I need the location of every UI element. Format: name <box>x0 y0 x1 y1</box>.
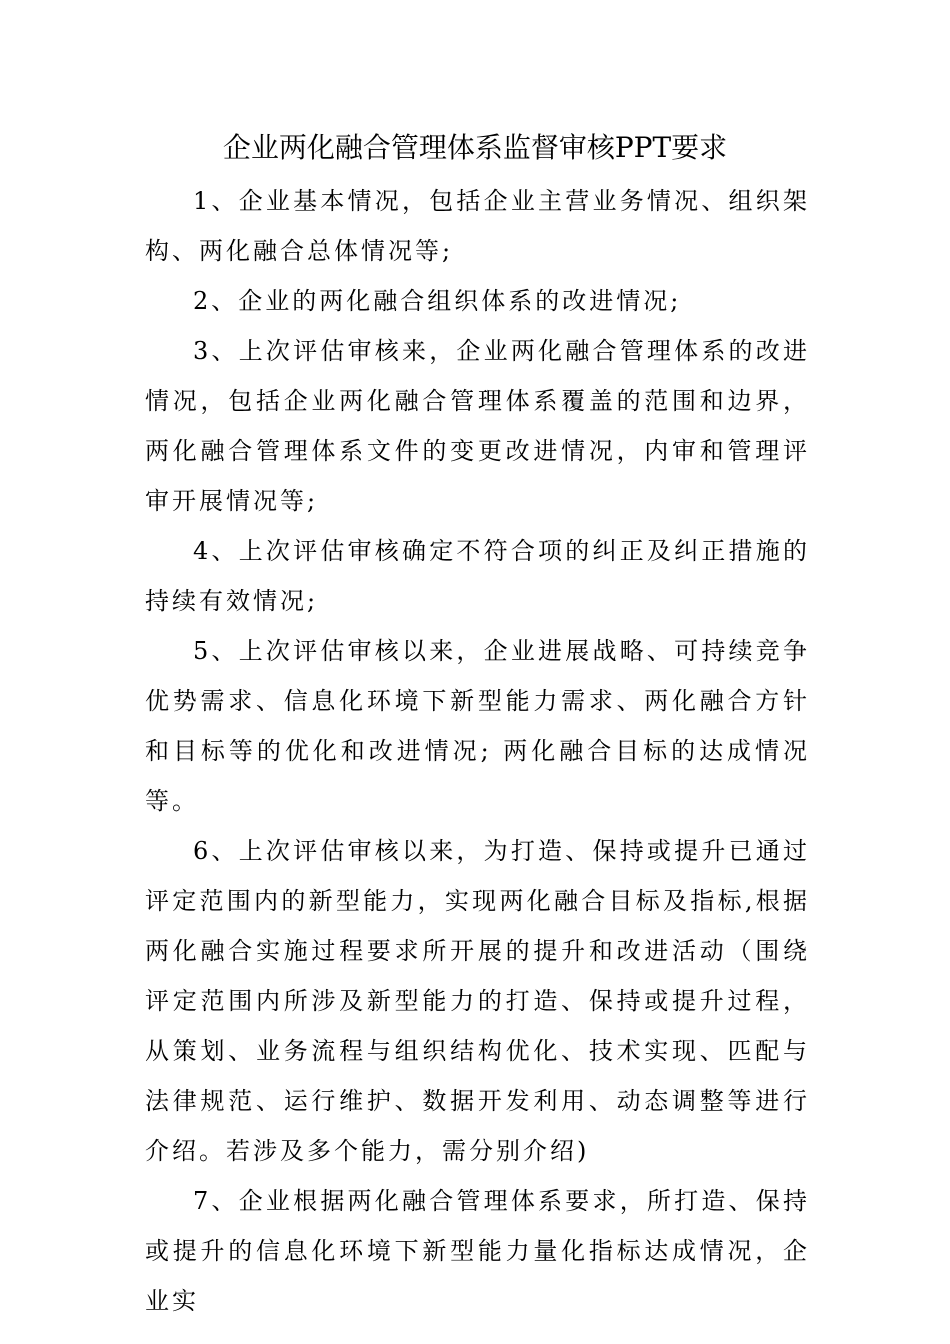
document-title: 企业两化融合管理体系监督审核PPT要求 <box>222 131 728 164</box>
paragraph-7: 7、企业根据两化融合管理体系要求，所打造、保持或提升的信息化环境下新型能力量化指标达成情况，企业实 <box>145 1187 810 1315</box>
paragraph-2: 2、企业的两化融合组织体系的改进情况; <box>193 287 682 315</box>
paragraph-4: 4、上次评估审核确定不符合项的纠正及纠正措施的持续有效情况; <box>145 537 810 615</box>
paragraph-1: 1、企业基本情况，包括企业主营业务情况、组织架构、两化融合总体情况等; <box>145 187 810 265</box>
paragraph-3: 3、上次评估审核来，企业两化融合管理体系的改进情况，包括企业两化融合管理体系覆盖的范围和边界，两化融合管理体系文件的变更改进情况，内审和管理评审开展情况等; <box>145 337 810 515</box>
paragraph-5: 5、上次评估审核以来，企业进展战略、可持续竞争优势需求、信息化环境下新型能力需求、两化融合方针和目标等的优化和改进情况; 两化融合目标的达成情况等。 <box>145 637 810 815</box>
document-body <box>145 176 810 1326</box>
paragraph-6: 6、上次评估审核以来，为打造、保持或提升已通过评定范围内的新型能力，实现两化融合目标及指标,根据两化融合实施过程要求所开展的提升和改进活动（围绕评定范围内所涉及新型能力的打造、保持或提升过程，从策划、业务流程与组织结构优化、技术实现、匹配与法律规范、运行维护、数据开发利用、动态调整等进行介绍。若涉及多个能力，需分别介绍) <box>145 837 810 1165</box>
